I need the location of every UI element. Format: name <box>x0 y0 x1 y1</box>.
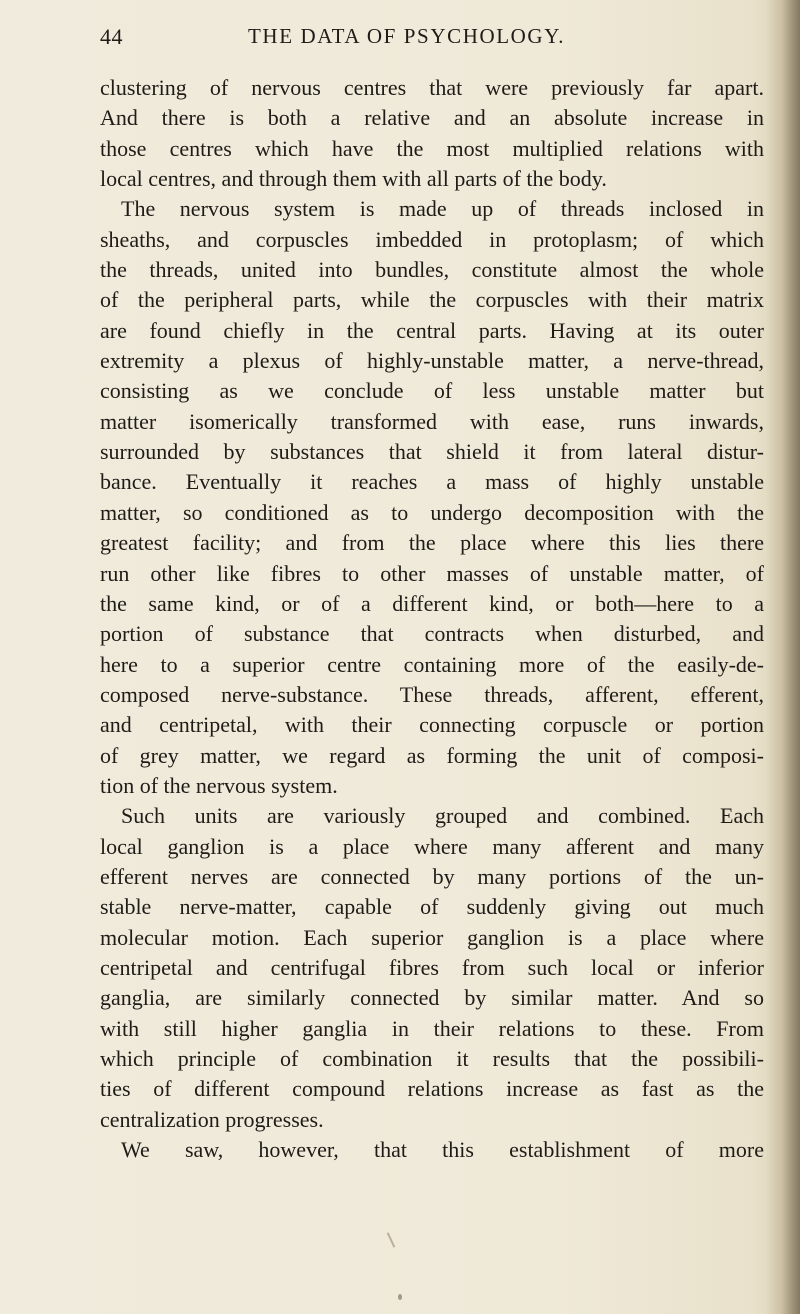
text-line: the same kind, or of a different kind, or both—here to a <box>100 590 764 616</box>
page-header <box>100 24 764 54</box>
ink-speck <box>398 1294 402 1300</box>
text-line: The nervous system is made up of threads inclosed in <box>121 196 764 222</box>
text-line: and centripetal, with their connecting corpuscle or portion <box>100 712 764 738</box>
text-line: run other like fibres to other masses of unstable matter, of <box>100 560 764 586</box>
text-line: of the peripheral parts, while the corpuscles with their matrix <box>100 287 764 313</box>
text-line: here to a superior centre containing more of the easily-de- <box>100 651 764 677</box>
text-line: centripetal and centrifugal fibres from such local or inferior <box>100 954 764 980</box>
text-line: We saw, however, that this establishment of more <box>121 1137 764 1163</box>
text-line: with still higher ganglia in their relations to these. From <box>100 1015 764 1041</box>
text-line: bance. Eventually it reaches a mass of highly unstable <box>100 469 764 495</box>
text-line: Such units are variously grouped and combined. Each <box>121 803 764 829</box>
text-line: surrounded by substances that shield it from lateral distur- <box>100 439 764 465</box>
text-line: stable nerve-matter, capable of suddenly giving out much <box>100 894 764 920</box>
text-line: composed nerve-substance. These threads, afferent, efferent, <box>100 681 764 707</box>
text-line: ganglia, are similarly connected by similar matter. And so <box>100 985 764 1011</box>
text-line: molecular motion. Each superior ganglion is a place where <box>100 924 764 950</box>
text-line: local centres, and through them with all parts of the body. <box>100 166 607 192</box>
text-line: And there is both a relative and an absolute increase in <box>100 105 764 131</box>
text-line: consisting as we conclude of less unstable matter but <box>100 378 764 404</box>
text-line: tion of the nervous system. <box>100 772 338 798</box>
text-line: of grey matter, we regard as forming the unit of composi- <box>100 742 764 768</box>
text-line: which principle of combination it results that the possibili- <box>100 1046 764 1071</box>
text-line: the threads, united into bundles, constitute almost the whole <box>100 257 764 283</box>
text-line: extremity a plexus of highly-unstable matter, a nerve-thread, <box>100 348 764 374</box>
text-line: sheaths, and corpuscles imbedded in protoplasm; of which <box>100 226 764 252</box>
body-text <box>100 73 764 1165</box>
page-number: 44 <box>100 24 123 49</box>
page-edge-shadow <box>766 0 800 1314</box>
text-line: centralization progresses. <box>100 1106 324 1132</box>
text-line: portion of substance that contracts when disturbed, and <box>100 621 764 647</box>
text-line: matter isomerically transformed with ease, runs inwards, <box>100 408 764 434</box>
text-line: local ganglion is a place where many afferent and many <box>100 833 764 859</box>
text-line: ties of different compound relations increase as fast as the <box>100 1076 764 1102</box>
text-line: matter, so conditioned as to undergo decomposition with the <box>100 499 764 525</box>
running-title: THE DATA OF PSYCHOLOGY. <box>248 24 566 48</box>
text-line: are found chiefly in the central parts. Having at its outer <box>100 317 764 343</box>
text-line: efferent nerves are connected by many portions of the un- <box>100 863 764 889</box>
text-line: those centres which have the most multiplied relations with <box>100 135 764 161</box>
stray-pen-mark <box>387 1232 396 1247</box>
text-line: clustering of nervous centres that were previously far apart. <box>100 75 764 100</box>
text-line: greatest facility; and from the place where this lies there <box>100 530 764 556</box>
